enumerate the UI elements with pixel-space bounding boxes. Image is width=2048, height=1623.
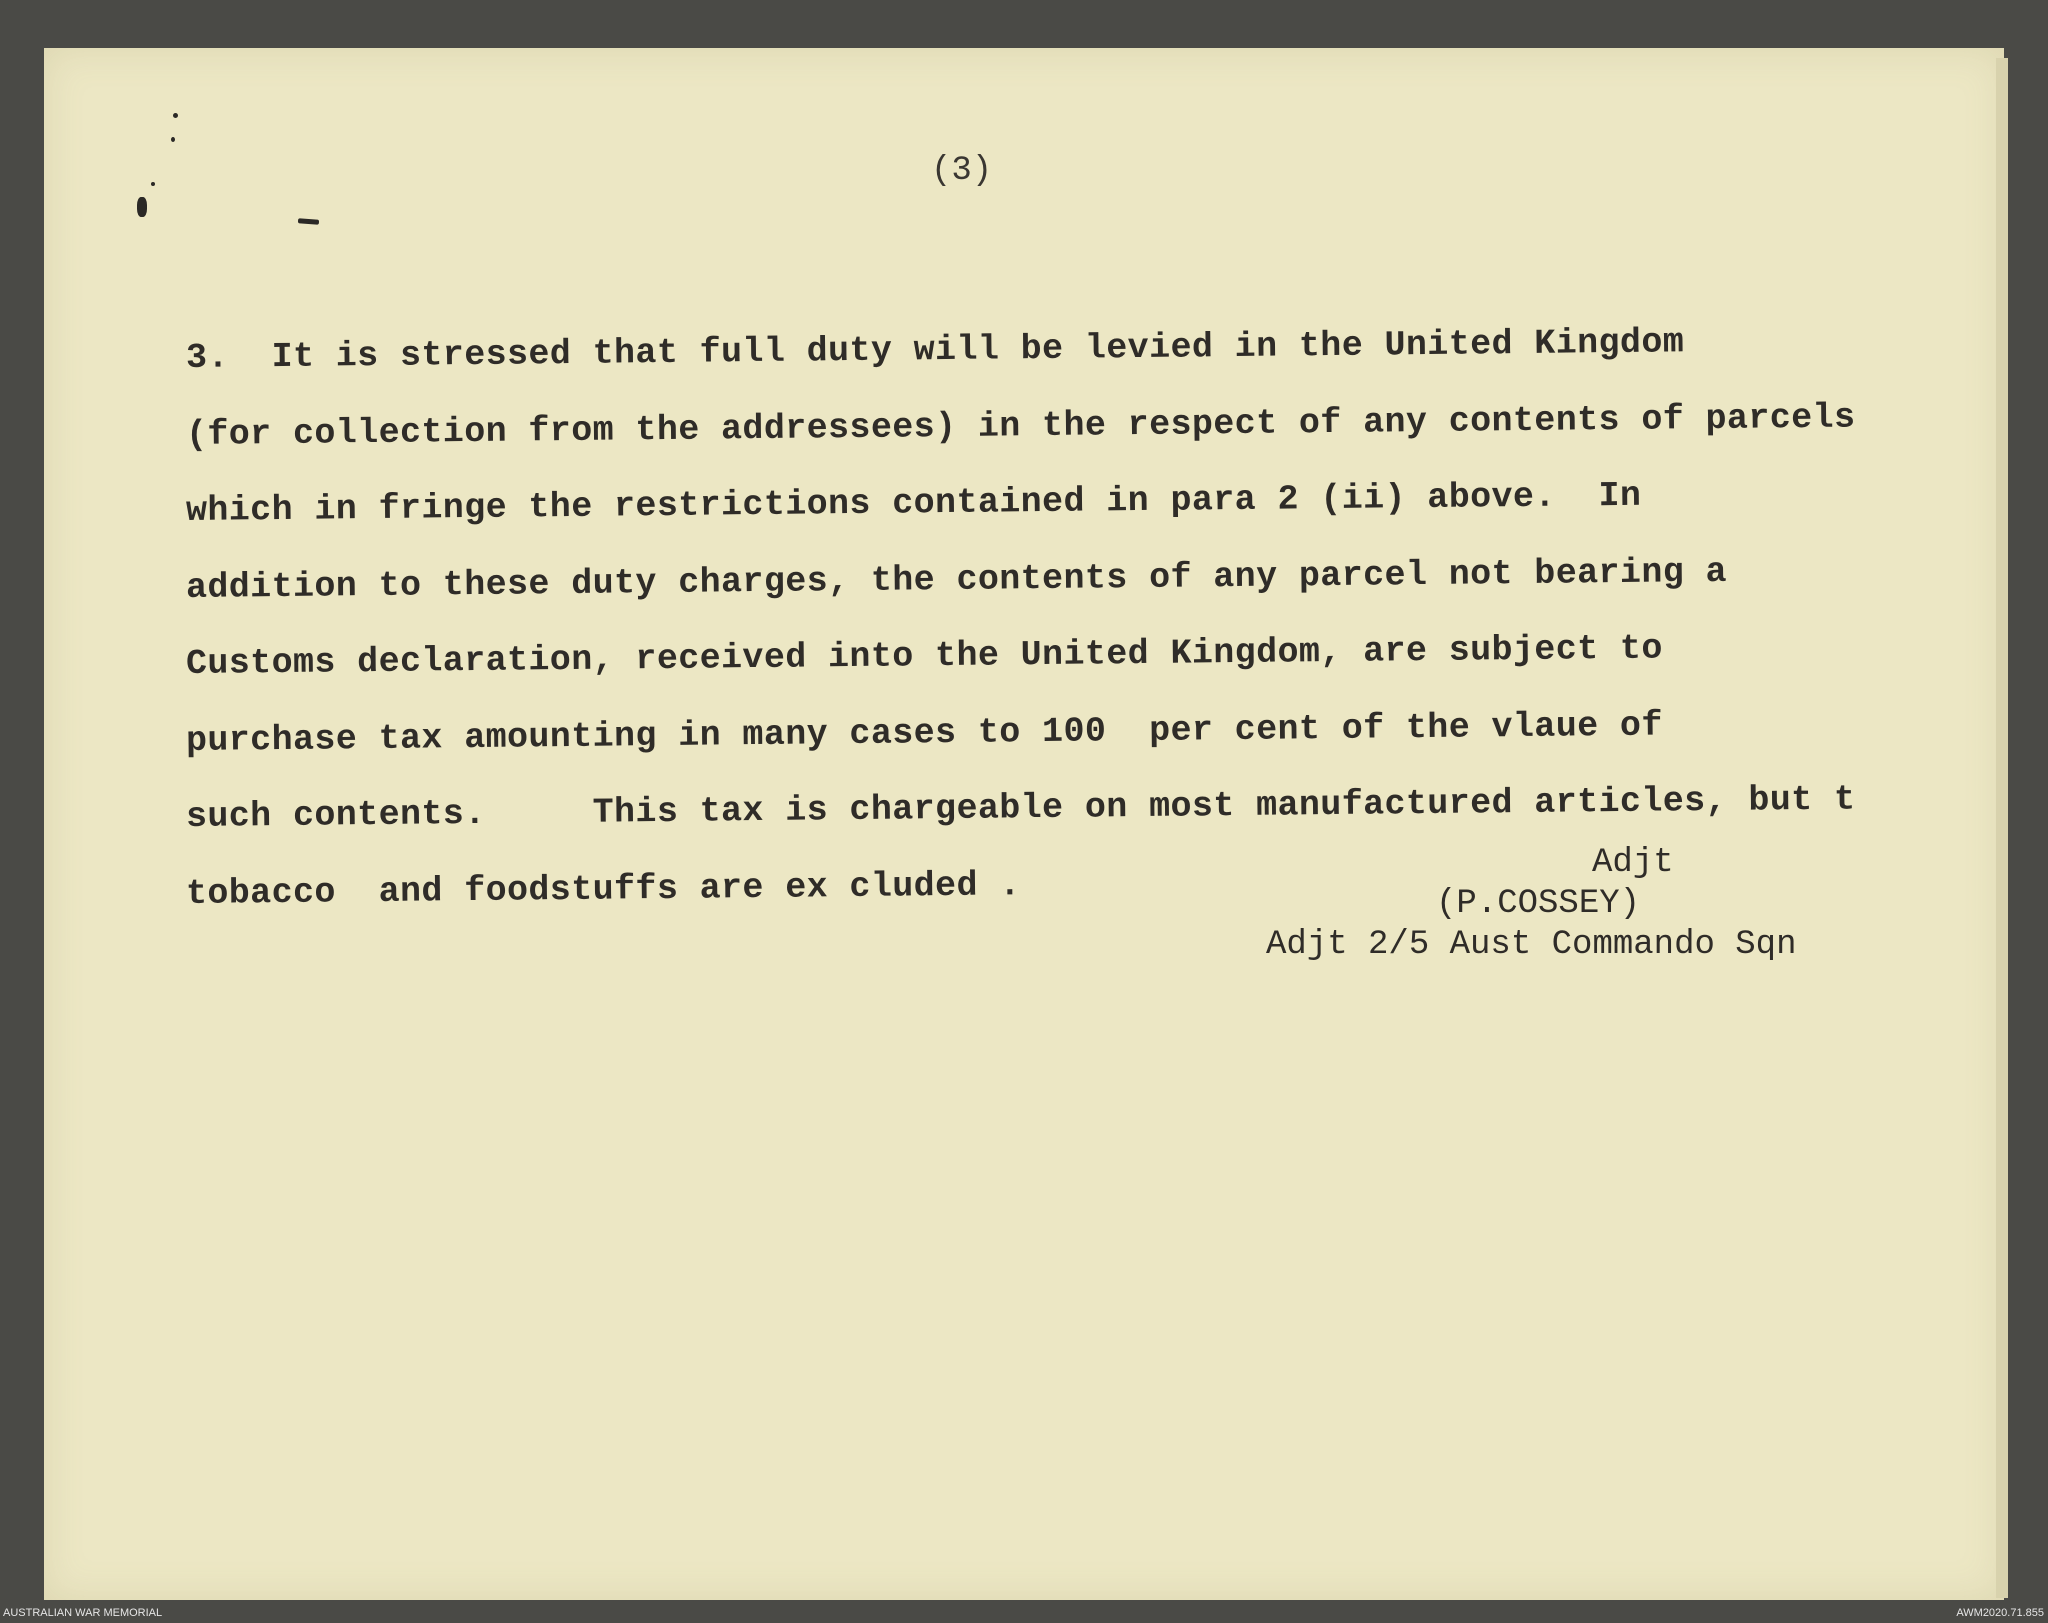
paragraph-line: purchase tax amounting in many cases to 100 per cent of the vlaue of: [185, 705, 1663, 761]
page-number: (3): [931, 152, 993, 190]
paragraph-line: such contents. This tax is chargeable on most manufactured articles, but t: [185, 779, 1856, 837]
signatory-name: (P.COSSEY): [1436, 885, 1641, 923]
punch-mark: [173, 113, 178, 118]
signatory-position: Adjt 2/5 Aust Commando Sqn: [1266, 926, 1797, 964]
signature-title: Adjt: [1592, 844, 1674, 882]
paragraph-line: 3. It is stressed that full duty will be levied in the United Kingdom: [185, 322, 1685, 378]
punch-mark: [137, 197, 147, 217]
footer-institution: AUSTRALIAN WAR MEMORIAL: [3, 1607, 163, 1619]
paper-edge: [1996, 58, 2008, 1598]
punch-mark: [171, 137, 175, 142]
paragraph-line: (for collection from the addressees) in the respect of any contents of parcels: [185, 397, 1856, 455]
paragraph-line: Customs declaration, received into the United Kingdom, are subject to: [185, 628, 1663, 684]
footer-accession-number: AWM2020.71.855: [1956, 1607, 2044, 1619]
paragraph-line: which in fringe the restrictions contained in para 2 (ii) above. In: [185, 475, 1642, 531]
paragraph-line: tobacco and foodstuffs are ex cluded .: [185, 864, 1021, 914]
punch-mark: [151, 182, 155, 186]
paragraph-line: addition to these duty charges, the contents of any parcel not bearing a: [185, 551, 1728, 608]
